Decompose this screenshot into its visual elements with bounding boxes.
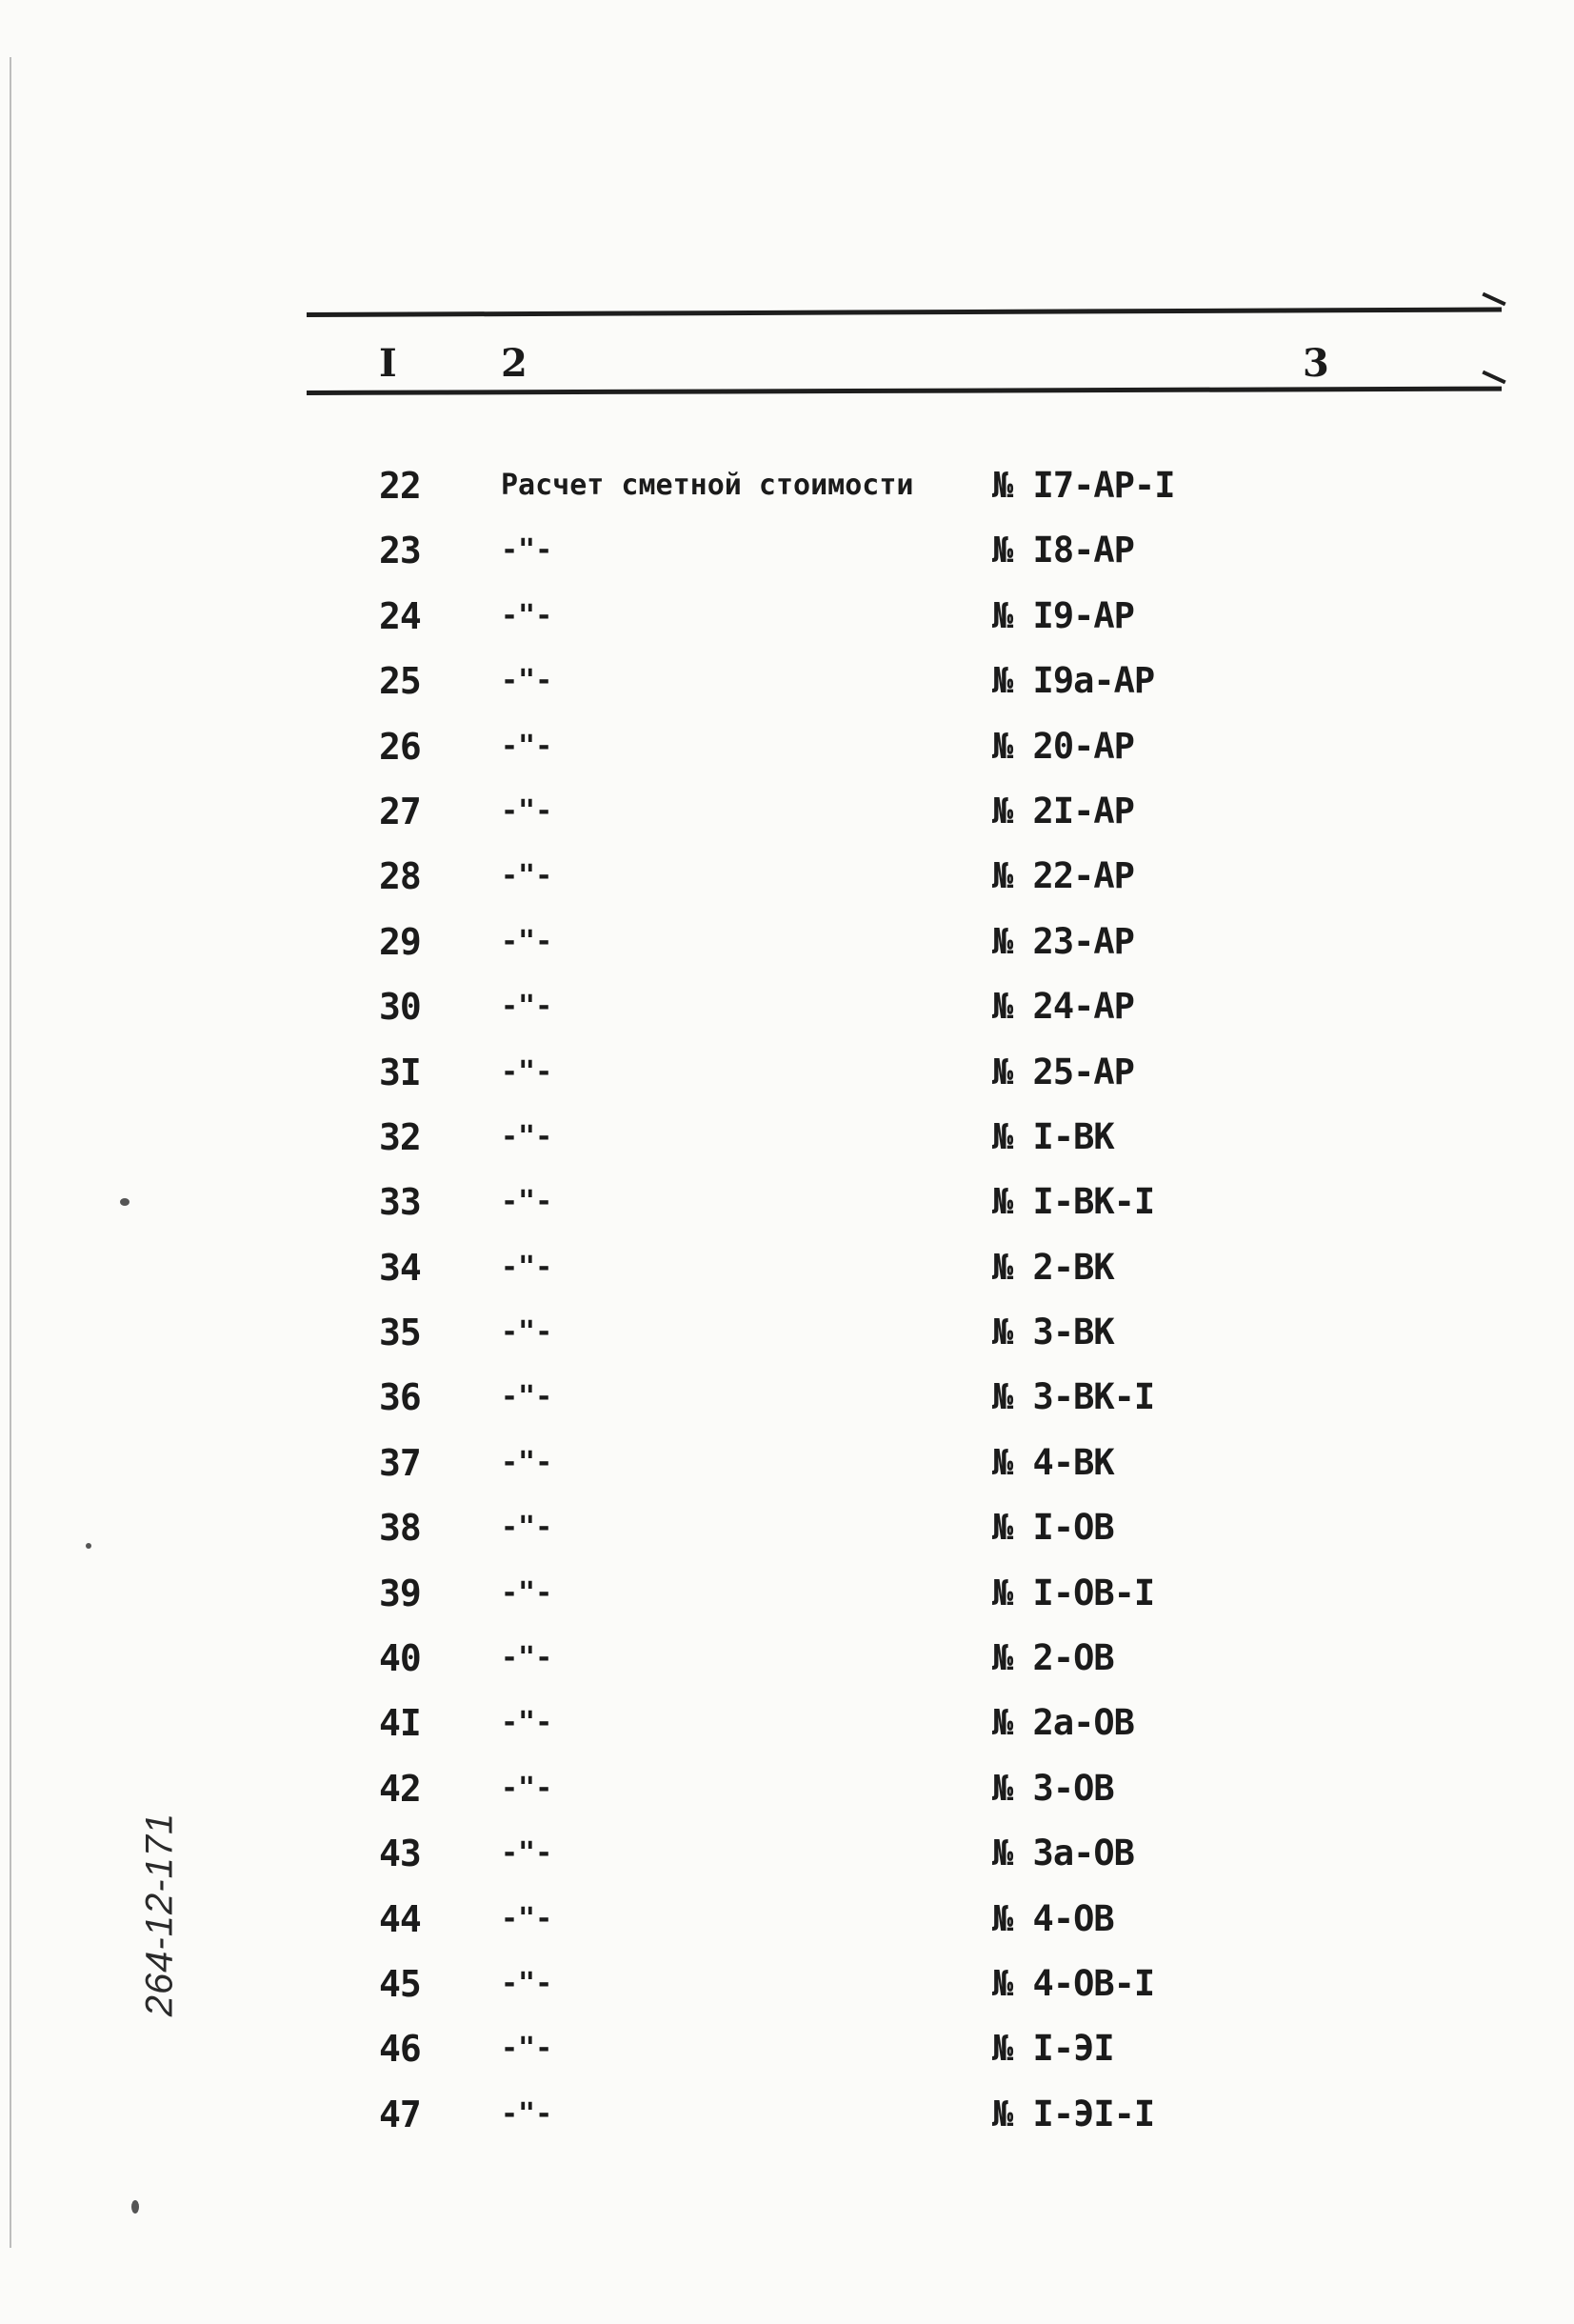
- row-description: -"-: [501, 1641, 553, 1675]
- row-number: 39: [379, 1572, 421, 1614]
- row-description: -"-: [501, 2032, 553, 2066]
- row-document-code: № I-ОВ: [992, 1507, 1114, 1549]
- table-row: [0, 791, 1574, 855]
- row-description: -"-: [501, 598, 553, 632]
- table-header-rule: [307, 387, 1502, 395]
- row-description: -"-: [501, 1511, 553, 1545]
- table-row: [0, 1833, 1574, 1897]
- row-number: 42: [379, 1767, 421, 1810]
- row-description: -"-: [501, 1901, 553, 1935]
- row-document-code: № I-ЭI: [992, 2028, 1114, 2070]
- row-number: 26: [379, 725, 421, 768]
- table-row: [0, 660, 1574, 725]
- row-description: -"-: [501, 1054, 553, 1089]
- row-description: Расчет сметной стоимости: [501, 469, 914, 502]
- table-row: [0, 855, 1574, 920]
- row-number: 40: [379, 1637, 421, 1680]
- table-row: [0, 530, 1574, 594]
- row-document-code: № 2-ВК: [992, 1246, 1114, 1288]
- row-number: 43: [379, 1833, 421, 1875]
- row-description: -"-: [501, 664, 553, 698]
- table-row: [0, 986, 1574, 1051]
- table-row: [0, 726, 1574, 791]
- row-document-code: № 4-ВК: [992, 1441, 1114, 1483]
- column-header-2: 2: [501, 341, 528, 386]
- header-rule-arrow-tip: [1482, 371, 1505, 385]
- row-document-code: № 4-ОВ: [992, 1897, 1114, 1939]
- row-document-code: № 22-АР: [992, 855, 1134, 897]
- row-number: 33: [379, 1181, 421, 1224]
- row-description: -"-: [501, 1119, 553, 1153]
- row-number: 30: [379, 986, 421, 1029]
- row-document-code: № 24-АР: [992, 986, 1134, 1028]
- row-number: 3I: [379, 1051, 421, 1093]
- row-document-code: № I9а-АР: [992, 660, 1155, 702]
- row-number: 46: [379, 2028, 421, 2071]
- row-description: -"-: [501, 924, 553, 958]
- row-description: -"-: [501, 1771, 553, 1805]
- row-description: -"-: [501, 1250, 553, 1284]
- row-description: -"-: [501, 729, 553, 763]
- row-document-code: № I-ЭI-I: [992, 2093, 1155, 2134]
- row-document-code: № I9-АР: [992, 594, 1134, 636]
- row-number: 38: [379, 1507, 421, 1550]
- row-description: -"-: [501, 1706, 553, 1740]
- row-description: -"-: [501, 1380, 553, 1414]
- table-row: [0, 1637, 1574, 1702]
- document-side-code: 264-12-171: [138, 1812, 181, 2017]
- table-row: [0, 1442, 1574, 1507]
- scan-speck: [131, 2200, 139, 2214]
- row-document-code: № 2I-АР: [992, 790, 1134, 831]
- row-number: 32: [379, 1115, 421, 1158]
- row-number: 29: [379, 920, 421, 963]
- row-document-code: № 3-ОВ: [992, 1767, 1114, 1809]
- table-row: [0, 595, 1574, 660]
- row-description: -"-: [501, 859, 553, 893]
- document-table-body: [0, 465, 1574, 2158]
- row-document-code: № 3а-ОВ: [992, 1833, 1134, 1874]
- row-document-code: № 3-ВК-I: [992, 1376, 1155, 1418]
- row-document-code: № 3-ВК: [992, 1312, 1114, 1353]
- row-description: -"-: [501, 1966, 553, 2000]
- row-number: 37: [379, 1441, 421, 1484]
- row-document-code: № 23-АР: [992, 920, 1134, 962]
- row-description: -"-: [501, 1185, 553, 1219]
- table-top-rule: [307, 308, 1502, 317]
- row-number: 27: [379, 790, 421, 832]
- row-number: 25: [379, 660, 421, 703]
- row-number: 24: [379, 594, 421, 637]
- row-document-code: № I7-АР-I: [992, 465, 1175, 506]
- table-row: [0, 921, 1574, 986]
- row-description: -"-: [501, 533, 553, 568]
- row-number: 44: [379, 1897, 421, 1940]
- row-number: 34: [379, 1246, 421, 1289]
- row-description: -"-: [501, 1575, 553, 1610]
- row-number: 36: [379, 1376, 421, 1419]
- column-header-3: 3: [1303, 341, 1329, 386]
- table-row: [0, 1376, 1574, 1441]
- row-document-code: № 25-АР: [992, 1051, 1134, 1092]
- row-document-code: № I-ВК-I: [992, 1181, 1155, 1223]
- row-document-code: № 2-ОВ: [992, 1637, 1114, 1679]
- table-row: [0, 1116, 1574, 1181]
- row-description: -"-: [501, 793, 553, 828]
- row-document-code: № 2а-ОВ: [992, 1702, 1134, 1744]
- row-description: -"-: [501, 2096, 553, 2131]
- table-row: [0, 1963, 1574, 2028]
- row-number: 4I: [379, 1702, 421, 1745]
- table-row: [0, 1768, 1574, 1833]
- row-document-code: № 20-АР: [992, 725, 1134, 767]
- table-row: [0, 2028, 1574, 2093]
- row-description: -"-: [501, 1315, 553, 1350]
- table-row: [0, 1507, 1574, 1572]
- table-row: [0, 1573, 1574, 1637]
- table-row: [0, 465, 1574, 530]
- row-number: 23: [379, 530, 421, 572]
- row-document-code: № I-ОВ-I: [992, 1572, 1155, 1613]
- table-row: [0, 1702, 1574, 1767]
- row-number: 22: [379, 465, 421, 507]
- table-row: [0, 1312, 1574, 1376]
- row-document-code: № I8-АР: [992, 530, 1134, 571]
- row-description: -"-: [501, 990, 553, 1024]
- row-number: 47: [379, 2093, 421, 2135]
- row-number: 35: [379, 1312, 421, 1354]
- table-row: [0, 1898, 1574, 1963]
- table-row: [0, 1052, 1574, 1116]
- scan-speck: [120, 1198, 130, 1206]
- row-number: 45: [379, 1962, 421, 2005]
- column-header-1: I: [379, 341, 397, 386]
- row-document-code: № 4-ОВ-I: [992, 1962, 1155, 2004]
- row-description: -"-: [501, 1836, 553, 1871]
- table-row: [0, 1247, 1574, 1312]
- row-number: 28: [379, 855, 421, 898]
- table-row: [0, 1181, 1574, 1246]
- row-document-code: № I-ВК: [992, 1115, 1114, 1157]
- scan-speck: [86, 1543, 91, 1549]
- row-description: -"-: [501, 1445, 553, 1479]
- top-rule-arrow-tip: [1482, 292, 1505, 307]
- table-row: [0, 2094, 1574, 2158]
